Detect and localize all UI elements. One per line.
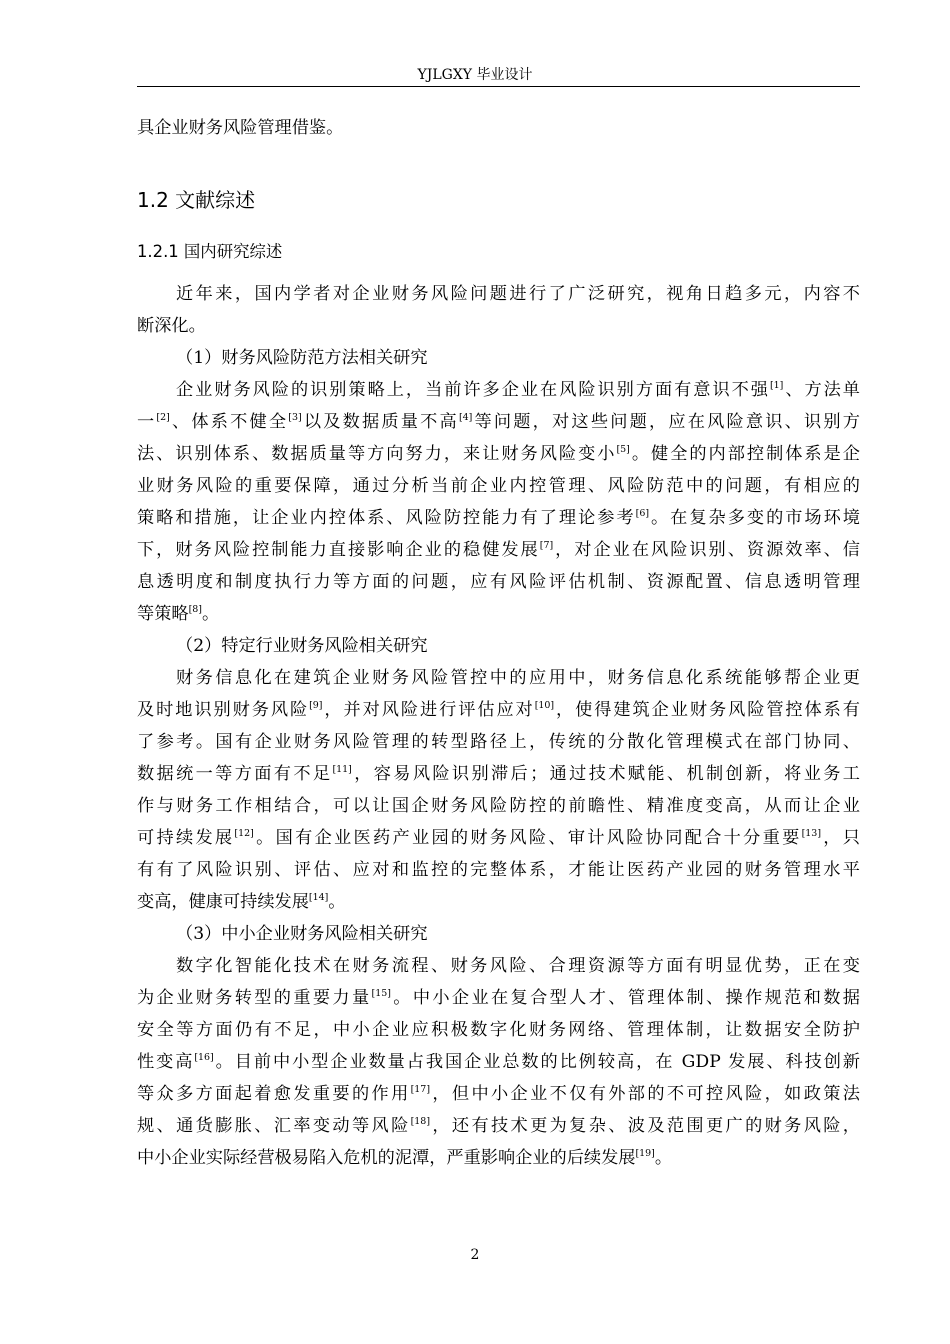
header-rule (137, 86, 860, 87)
text-line: 企业财务风险的识别策略上，当前许多企业在风险识别方面有意识不强[1]、方法单 (176, 379, 860, 400)
citation-marker: [9] (309, 699, 323, 711)
text-line: 数字化智能化技术在财务流程、财务风险、合理资源等方面有明显优势，正在变 (176, 956, 860, 976)
citation-marker: [19] (635, 1147, 655, 1159)
text-line: 中小企业实际经营极易陷入危机的泥潭，严重影响企业的后续发展[19]。 (137, 1147, 673, 1168)
text-line: 作与财务工作相结合，可以让国企财务风险防控的前瞻性、精准度变高，从而让企业 (137, 796, 860, 816)
citation-marker: [3] (288, 411, 302, 423)
text-line: 断深化。 (137, 316, 206, 336)
text-line: 有有了风险识别、评估、应对和监控的完整体系，才能让医药产业园的财务管理水平 (137, 860, 860, 880)
citation-marker: [6] (635, 507, 650, 519)
citation-marker: [18] (410, 1115, 431, 1127)
text-line: 业财务风险的重要保障，通过分析当前企业内控管理、风险防范中的问题，有相应的 (137, 476, 860, 496)
text-line: 息透明度和制度执行力等方面的问题，应有风险评估机制、资源配置、信息透明管理 (137, 572, 860, 592)
text-line: 策略和措施，让企业内控体系、风险防控能力有了理论参考[6]。在复杂多变的市场环境 (137, 507, 860, 528)
topic-heading: （3）中小企业财务风险相关研究 (176, 924, 428, 944)
text-line: 了参考。国有企业财务风险管理的转型路径上，传统的分散化管理模式在部门协同、 (137, 732, 860, 752)
citation-marker: [5] (616, 443, 630, 455)
text-line: 数据统一等方面有不足[11]，容易风险识别滞后；通过技术赋能、机制创新，将业务工 (137, 763, 860, 784)
subsection-heading: 1.2.1 国内研究综述 (137, 242, 283, 261)
text-line: 及时地识别财务风险[9]，并对风险进行评估应对[10]，使得建筑企业财务风险管控体系有 (137, 699, 860, 720)
text-line: 性变高[16]。目前中小型企业数量占我国企业总数的比例较高，在 GDP 发展、科技创新 (137, 1051, 860, 1072)
text-line: 财务信息化在建筑企业财务风险管控中的应用中，财务信息化系统能够帮企业更 (176, 668, 860, 688)
text-line: 下，财务风险控制能力直接影响企业的稳健发展[7]，对企业在风险识别、资源效率、信 (137, 539, 860, 560)
citation-marker: [14] (308, 891, 329, 903)
citation-marker: [4] (458, 411, 473, 423)
text-line: 近年来，国内学者对企业财务风险问题进行了广泛研究，视角日趋多元，内容不 (176, 284, 860, 304)
topic-heading: （1）财务风险防范方法相关研究 (176, 348, 428, 368)
page-number: 2 (470, 1247, 480, 1263)
citation-marker: [11] (332, 763, 352, 775)
citation-marker: [13] (801, 827, 822, 839)
page-header-title: YJLGXY 毕业设计 (417, 67, 533, 83)
text-line: 安全等方面仍有不足，中小企业应积极数字化财务网络、管理体制，让数据安全防护 (137, 1020, 860, 1040)
text-line: 可持续发展[12]。国有企业医药产业园的财务风险、审计风险协同配合十分重要[13]，只 (137, 827, 860, 848)
text-line: 具企业财务风险管理借鉴。 (137, 118, 344, 138)
citation-marker: [1] (769, 379, 784, 391)
citation-marker: [10] (534, 699, 555, 711)
text-line: 一[2]、体系不健全[3]以及数据质量不高[4]等问题，对这些问题，应在风险意识、识别方 (137, 411, 860, 432)
citation-marker: [12] (234, 827, 254, 839)
text-line: 规、通货膨胀、汇率变动等风险[18]，还有技术更为复杂、波及范围更广的财务风险， (137, 1115, 860, 1136)
citation-marker: [17] (410, 1083, 431, 1095)
text-line: 为企业财务转型的重要力量[15]。中小企业在复合型人才、管理体制、操作规范和数据 (137, 987, 860, 1008)
text-line: 等策略[8]。 (137, 603, 220, 624)
citation-marker: [2] (156, 411, 170, 423)
text-line: 等众多方面起着愈发重要的作用[17]，但中小企业不仅有外部的不可控风险，如政策法 (137, 1083, 860, 1104)
citation-marker: [8] (188, 603, 202, 615)
topic-heading: （2）特定行业财务风险相关研究 (176, 636, 428, 656)
citation-marker: [7] (539, 539, 554, 551)
text-line: 变高，健康可持续发展[14]。 (137, 891, 346, 912)
section-heading: 1.2 文献综述 (137, 188, 256, 212)
text-line: 法、识别体系、数据质量等方向努力，来让财务风险变小[5]。健全的内部控制体系是企 (137, 443, 860, 464)
citation-marker: [16] (194, 1051, 214, 1063)
citation-marker: [15] (371, 987, 391, 999)
